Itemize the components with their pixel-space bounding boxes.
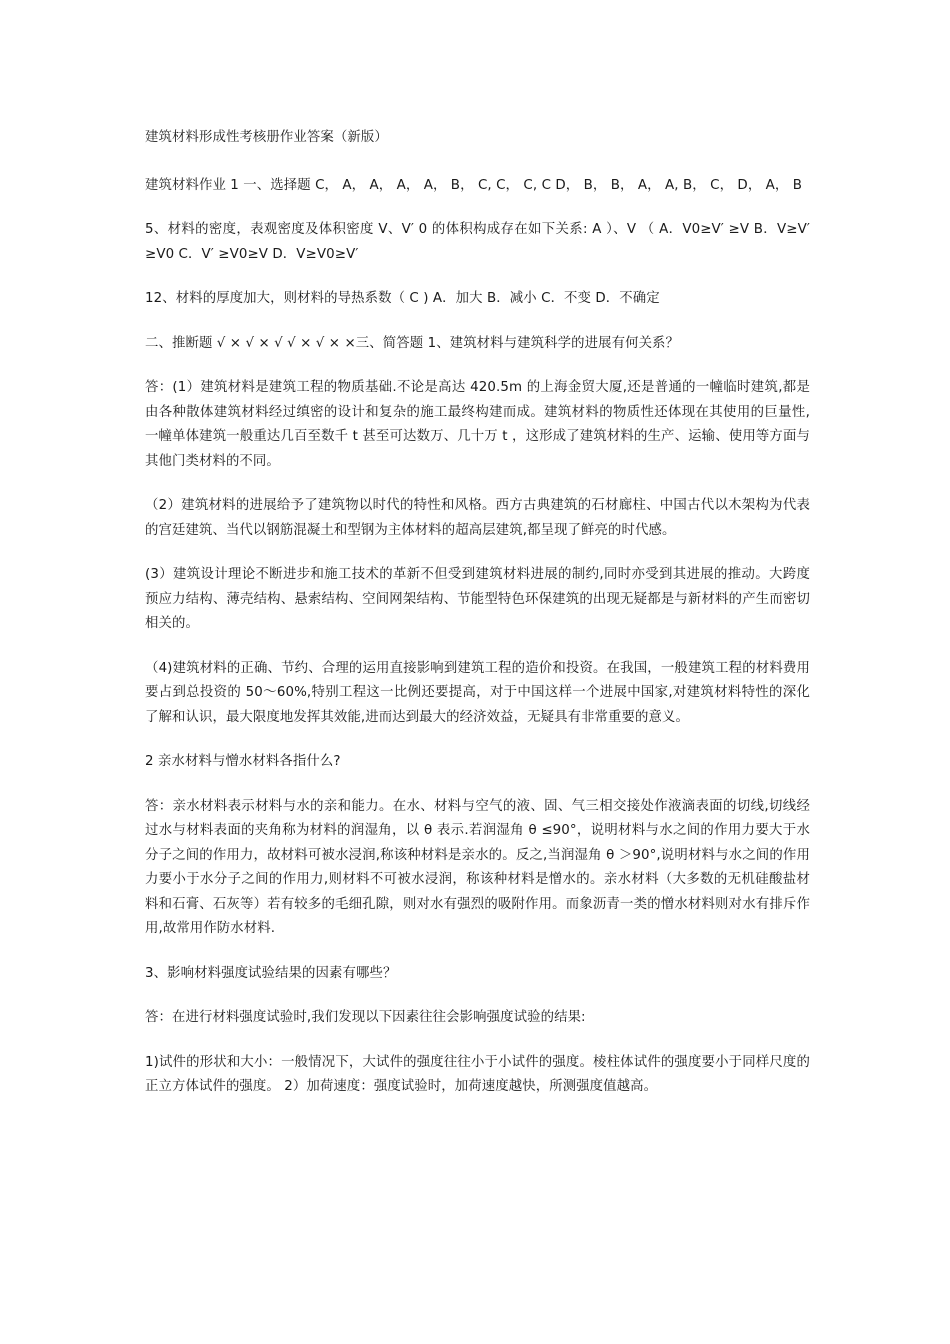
paragraph-question-2: 2 亲水材料与憎水材料各指什么? (145, 754, 341, 769)
paragraph-answer-3-intro: 答：在进行材料强度试验时,我们发现以下因素往往会影响强度试验的结果: (145, 1010, 586, 1025)
paragraph-judgement-answers: 二、推断题 √ × √ × √ √ × √ × ×三、简答题 1、建筑材料与建筑科学的进展有何关系？ (145, 335, 680, 351)
paragraph-question-3: 3、影响材料强度试验结果的因素有哪些？ (145, 965, 397, 981)
paragraph-question-12: 12、材料的厚度加大，则材料的导热系数（ C ) A．加大 B．减小 C．不变 D．不确定 (145, 291, 660, 306)
document-page (145, 126, 810, 1120)
paragraph-answer-1-part-4: （4)建筑材料的正确、节约、合理的运用直接影响到建筑工程的造价和投资。在我国，一般建筑工程的材料费用要占到总投资的 50～60%,特别工程这一比例还要提高，对于中国这样一个进展中国家,对建筑材料特性的深化了解和认识，最大限度地发挥其效能,进而达到最大的经济效益，无疑具有非常重要的意义。 (145, 660, 810, 725)
paragraph-answer-1-part-3: (3）建筑设计理论不断进步和施工技术的革新不但受到建筑材料进展的制约,同时亦受到其进展的推动。大跨度预应力结构、薄壳结构、悬索结构、空间网架结构、节能型特色环保建筑的出现无疑都是与新材料的产生而密切相关的。 (145, 567, 810, 631)
document-title: 建筑材料形成性考核册作业答案（新版） (145, 130, 388, 145)
paragraph-answer-2: 答：亲水材料表示材料与水的亲和能力。在水、材料与空气的液、固、气三相交接处作液滴表面的切线,切线经过水与材料表面的夹角称为材料的润湿角，以 θ 表示.若润湿角 θ ≤90°，说明材料与水之间的作用力要大于水分子之间的作用力，故材料可被水浸润,称该种材料是亲水的。反之,当润湿角 θ ＞90°,说明材料与水之间的作用力要小于水分子之间的作用力,则材料不可被水浸润，称该种材料是憎水的。亲水材料（大多数的无机硅酸盐材料和石膏、石灰等）若有较多的毛细孔隙，则对水有强烈的吸附作用。而象沥青一类的憎水材料则对水有排斥作用,故常用作防水材料. (145, 798, 810, 936)
paragraph-choice-answers: 建筑材料作业 1 一、选择题 C， A， A， A， A， B， C, C， C, C D， B， B， A， A, B， C， D， A， B (145, 177, 803, 193)
paragraph-question-5: 5、材料的密度，表观密度及体积密度 V、V′ 0 的体积构成存在如下关系: A ）、V （ A．V0≥V′ ≥V B．V≥V′ ≥V0 C．V′ ≥V0≥V D．V≥V0≥V′ (145, 222, 810, 262)
paragraph-answer-3-factors: 1)试件的形状和大小：一般情况下，大试件的强度往往小于小试件的强度。棱柱体试件的强度要小于同样尺度的正立方体试件的强度。 2）加荷速度：强度试验时，加荷速度越快，所测强度值越高。 (145, 1054, 810, 1094)
paragraph-answer-1-part-2: （2）建筑材料的进展给予了建筑物以时代的特性和风格。西方古典建筑的石材廊柱、中国古代以木架构为代表的宫廷建筑、当代以钢筋混凝土和型钢为主体材料的超高层建筑,都呈现了鲜亮的时代感。 (145, 498, 810, 538)
paragraph-answer-1-part-1: 答：(1）建筑材料是建筑工程的物质基础.不论是高达 420.5m 的上海金贸大厦,还是普通的一幢临时建筑,都是由各种散体建筑材料经过缜密的设计和复杂的施工最终构建而成。建筑材料的物质性还体现在其使用的巨量性,一幢单体建筑一般重达几百至数千 t 甚至可达数万、几十万 t ，这形成了建筑材料的生产、运输、使用等方面与其他门类材料的不同。 (145, 380, 810, 469)
